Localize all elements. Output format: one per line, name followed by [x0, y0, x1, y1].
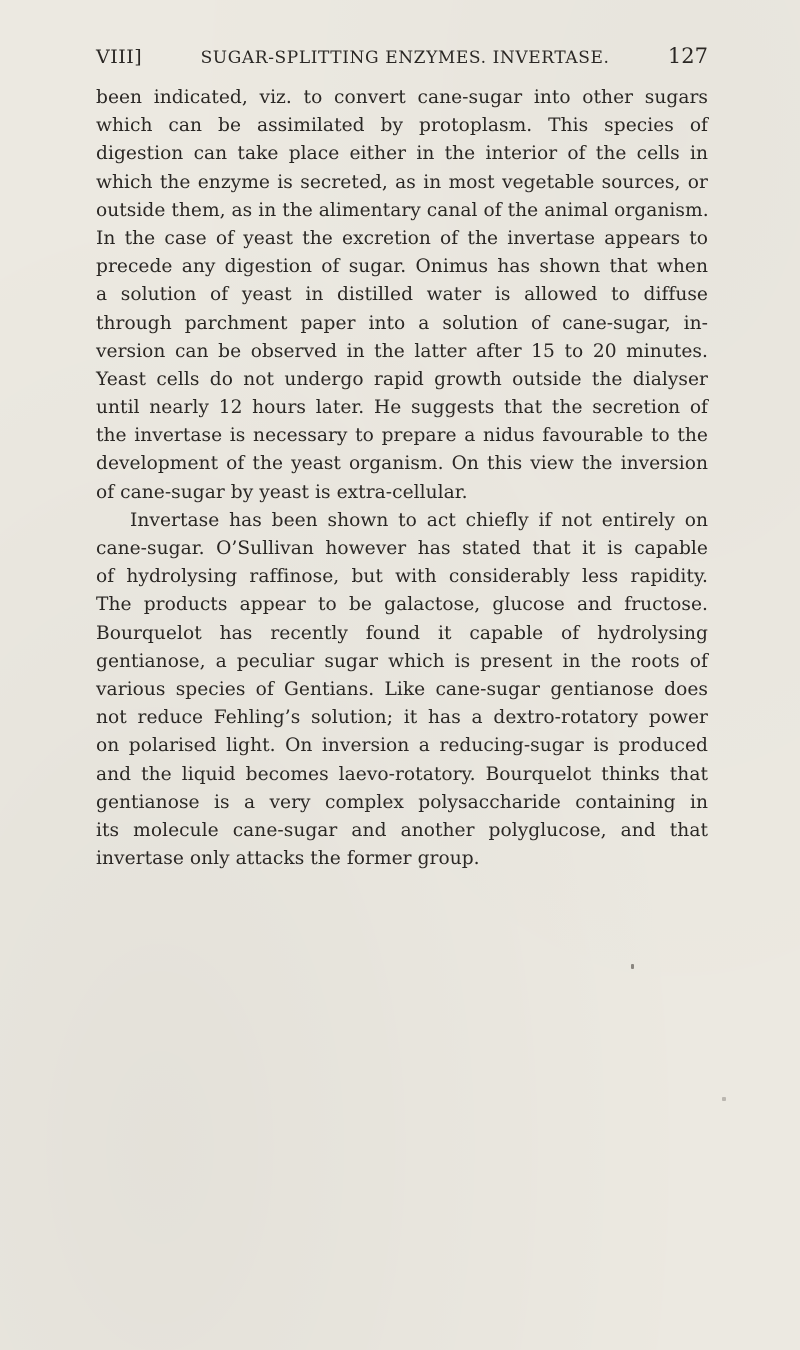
text-line: Yeast cells do not undergo rapid growth outside the dialyser	[96, 368, 708, 390]
running-title: SUGAR-SPLITTING ENZYMES. INVERTASE.	[200, 48, 610, 68]
text-line: its molecule cane-sugar and another polyglucose, and that	[96, 819, 708, 841]
text-line: cane-sugar. O’Sullivan however has stated that it is capable	[96, 538, 708, 559]
text-line: outside them, as in the alimentary canal of the animal organism.	[96, 199, 709, 221]
text-line: which the enzyme is secreted, as in most vegetable sources, or	[96, 171, 708, 193]
paragraph-last-line: invertase only attacks the former group.	[96, 848, 480, 870]
text-line: The products appear to be galactose, glucose and fructose.	[96, 594, 708, 616]
text-line: Bourquelot has recently found it capable of hydrolysing	[96, 622, 708, 644]
text-line: various species of Gentians. Like cane-sugar gentianose does	[96, 678, 708, 700]
text-line: precede any digestion of sugar. Onimus has shown that when	[96, 256, 708, 278]
text-line: until nearly 12 hours later. He suggests that the secretion of	[96, 397, 708, 419]
running-head	[96, 44, 708, 74]
text-line: digestion can take place either in the interior of the cells in	[96, 143, 708, 165]
text-line: on polarised light. On inversion a reducing-sugar is produced	[96, 735, 708, 757]
body-text	[96, 84, 708, 873]
text-line: not reduce Fehling’s solution; it has a dextro-rotatory power	[96, 707, 708, 729]
paper-speck	[631, 964, 634, 969]
paragraph-first-line: Invertase has been shown to act chiefly if not entirely on	[130, 509, 708, 531]
text-line: of hydrolysing raffinose, but with considerably less rapidity.	[96, 566, 708, 588]
text-line: been indicated, viz. to convert cane-sugar into other sugars	[96, 87, 708, 108]
text-line: gentianose is a very complex polysaccharide containing in	[96, 791, 708, 813]
text-line: a solution of yeast in distilled water is allowed to diffuse	[96, 284, 708, 306]
paper-speck	[722, 1097, 726, 1101]
text-line: through parchment paper into a solution of cane-sugar, in-	[96, 312, 708, 334]
text-line: version can be observed in the latter after 15 to 20 minutes.	[96, 340, 708, 362]
text-line: and the liquid becomes laevo-rotatory. Bourquelot thinks that	[96, 763, 708, 785]
text-line: In the case of yeast the excretion of the invertase appears to	[96, 227, 708, 249]
page-number: 127	[667, 44, 708, 68]
text-line: which can be assimilated by protoplasm. This species of	[96, 115, 708, 137]
text-line: gentianose, a peculiar sugar which is present in the roots of	[96, 650, 708, 672]
chapter-number: VIII]	[96, 46, 143, 68]
text-line: development of the yeast organism. On this view the inversion	[96, 453, 708, 475]
paragraph-last-line: of cane-sugar by yeast is extra-cellular.	[96, 481, 468, 503]
text-line: the invertase is necessary to prepare a nidus favourable to the	[96, 425, 708, 447]
